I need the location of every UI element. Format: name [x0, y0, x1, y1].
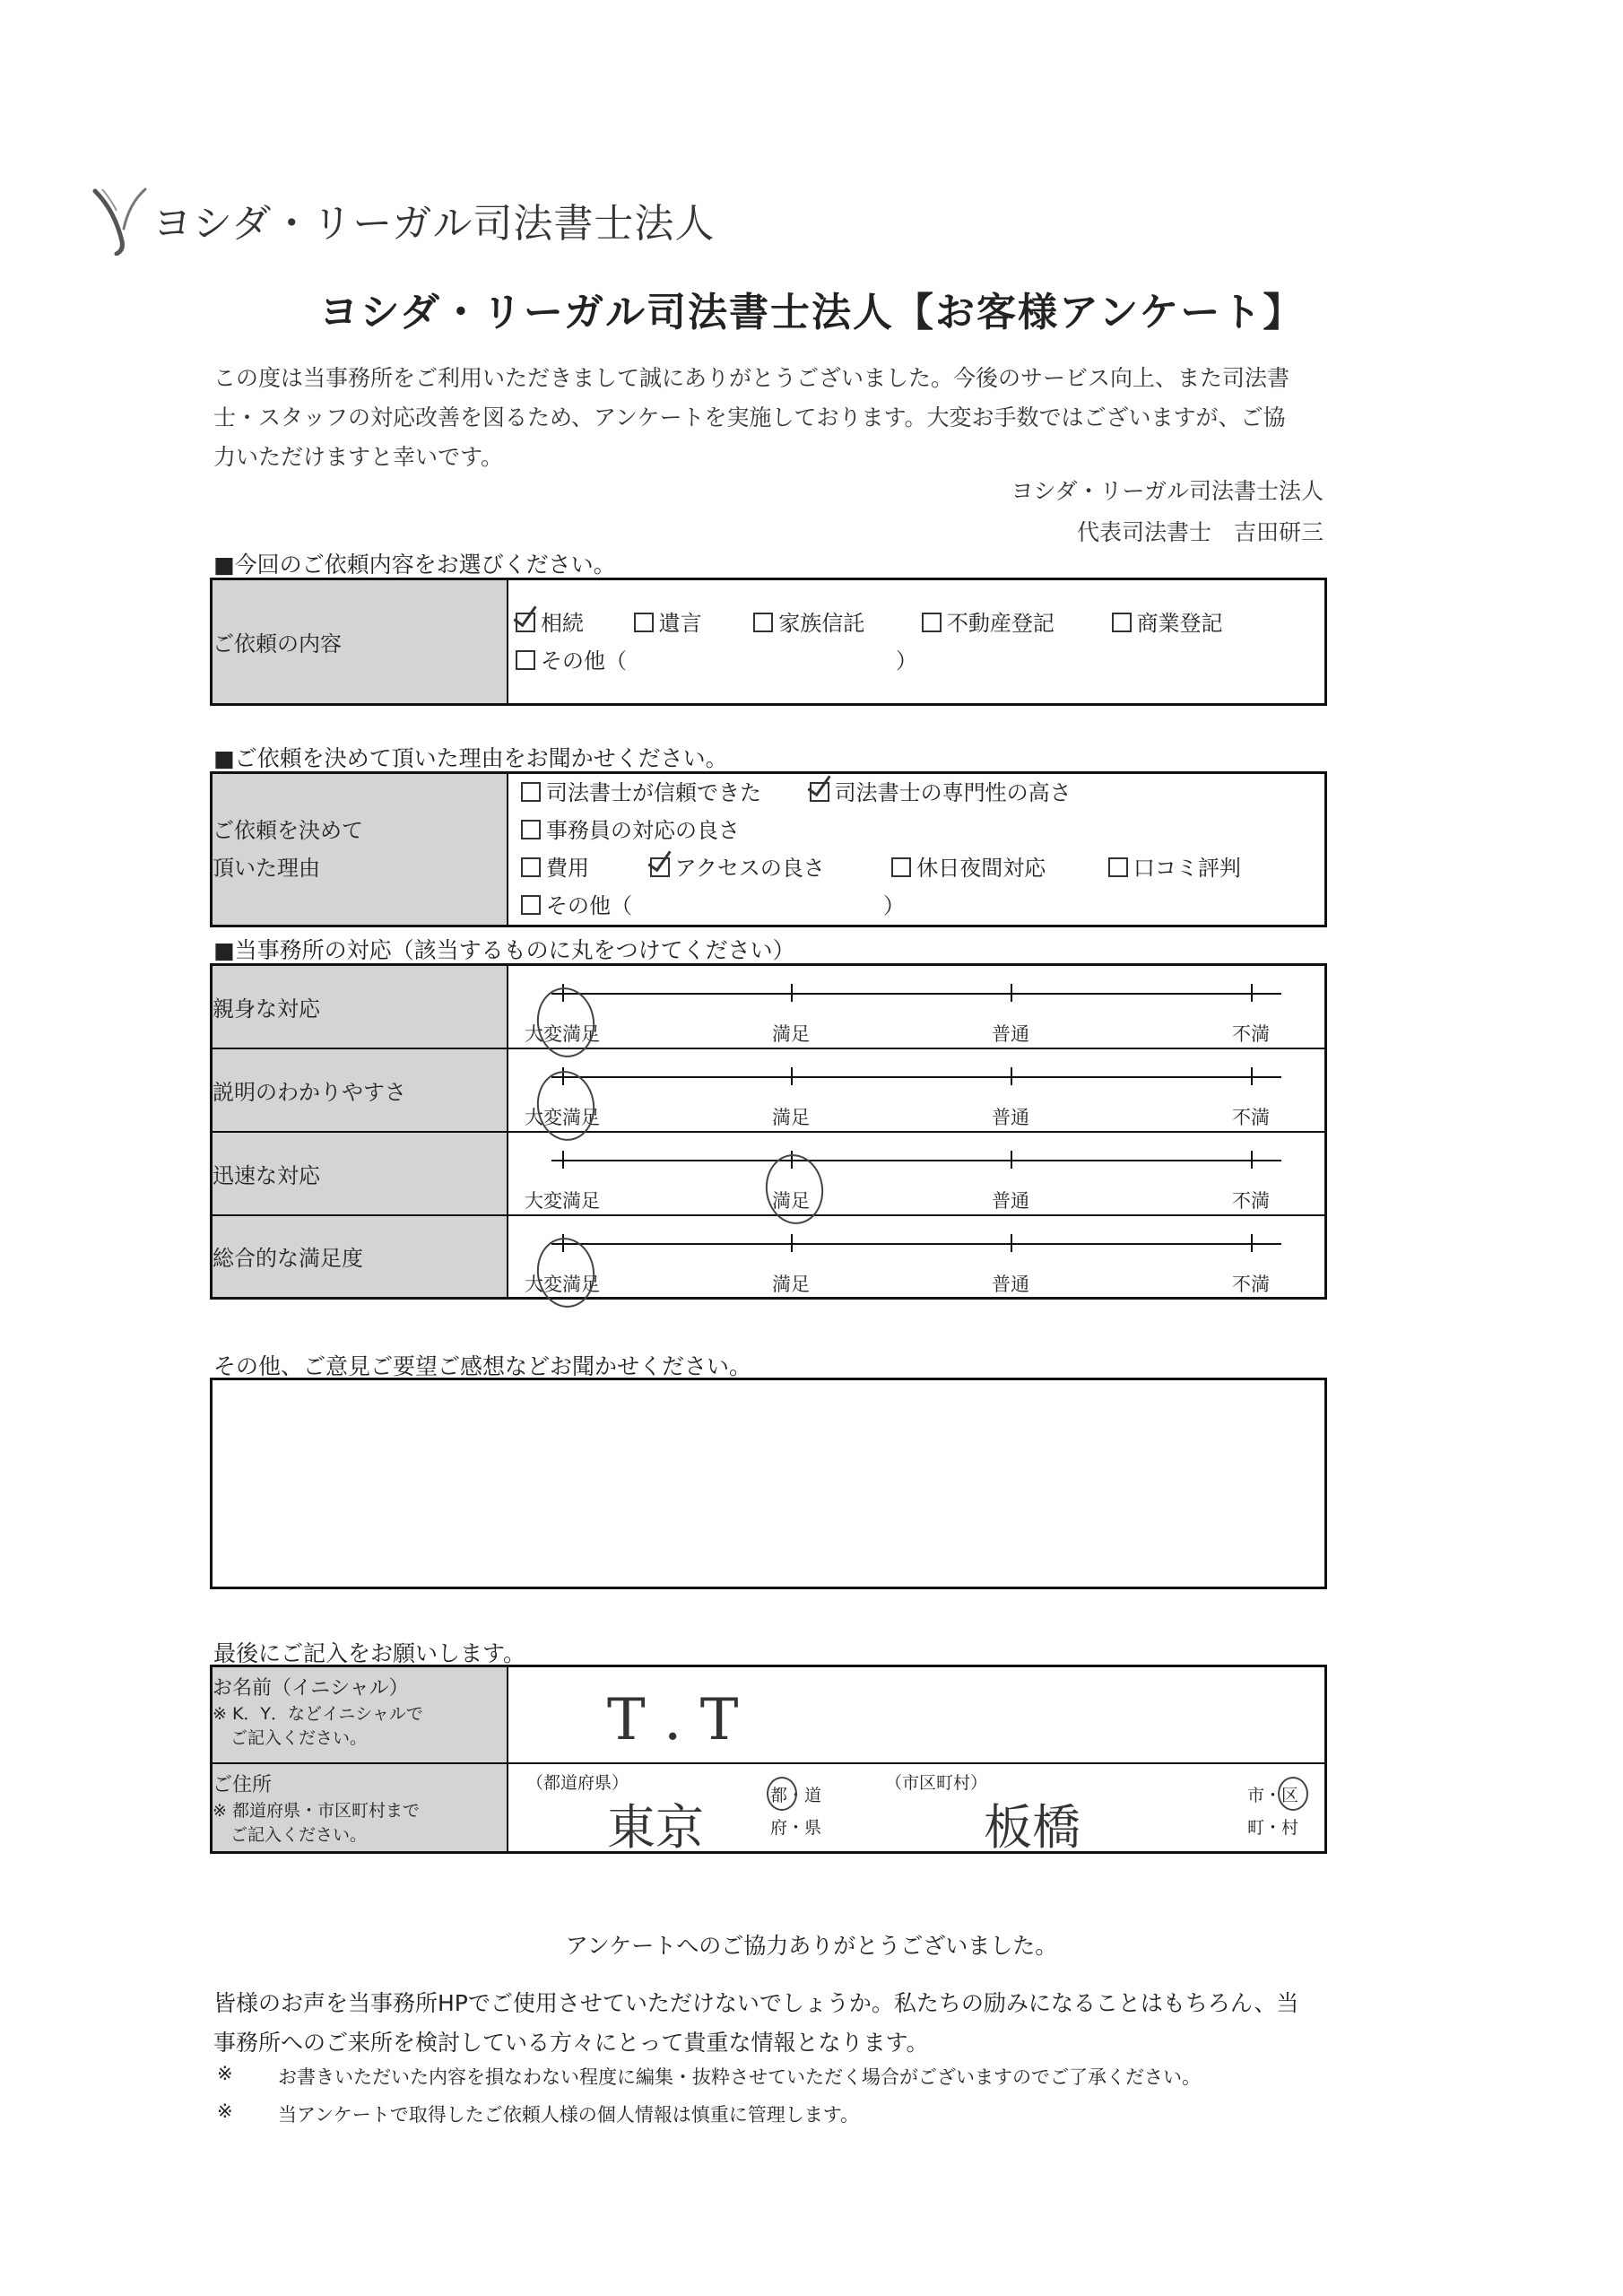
rating-label: 総合的な満足度: [212, 1215, 508, 1299]
checkbox-icon[interactable]: [521, 820, 541, 839]
scale-option-label[interactable]: 大変満足: [525, 1273, 600, 1295]
comment-box[interactable]: [210, 1378, 1327, 1589]
section5-heading: 最後にご記入をお願いします。: [213, 1640, 526, 1666]
city-value: 板橋: [984, 1798, 1081, 1856]
scale-option-label[interactable]: 大変満足: [525, 1107, 600, 1128]
note-mark: ※: [217, 2063, 233, 2084]
section1-heading: ■今回のご依頼内容をお選びください。: [213, 552, 616, 578]
checkbox-icon[interactable]: [1112, 613, 1132, 632]
scale-option-label[interactable]: 普通: [992, 1190, 1029, 1212]
rating-label: 迅速な対応: [212, 1132, 508, 1215]
city-suffix: 市・区: [1247, 1785, 1299, 1805]
scale-option-label[interactable]: 不満: [1232, 1107, 1270, 1128]
closing-line: 事務所へのご来所を検討している方々にとって貴重な情報となります。: [213, 2030, 929, 2056]
scale-line: [551, 1160, 1281, 1161]
name-label: お名前（イニシャル）: [213, 1677, 409, 1700]
option-yuigon[interactable]: [634, 604, 747, 642]
reason-table: [210, 771, 1327, 927]
option-label: 相続: [541, 610, 584, 636]
option-label: 司法書士の専門性の高さ: [834, 780, 1072, 805]
scale-option-label[interactable]: 普通: [992, 1023, 1029, 1046]
checkbox-icon[interactable]: [922, 613, 942, 632]
prefecture-header: （都道府県）: [526, 1772, 629, 1793]
scale-option-label[interactable]: 満足: [772, 1107, 810, 1128]
option-label: 司法書士が信頼できた: [546, 780, 761, 805]
other-label: その他（: [546, 893, 632, 918]
checkbox-checked-icon[interactable]: [650, 857, 670, 877]
name-value: T . T: [607, 1687, 739, 1753]
checkbox-checked-icon[interactable]: [516, 613, 535, 632]
scale-tick: [791, 1234, 793, 1252]
scale-tick: [1251, 1151, 1253, 1169]
other-close: ）: [896, 648, 917, 674]
address-label-cell: [212, 1763, 508, 1853]
option-label: アクセスの良さ: [674, 856, 825, 881]
rating-scale[interactable]: [508, 1049, 1324, 1130]
scale-option-label[interactable]: 普通: [992, 1107, 1029, 1128]
name-note: ※ K．Y．などイニシャルで: [213, 1704, 423, 1724]
address-note: ご記入ください。: [230, 1824, 368, 1845]
address-label: ご住所: [213, 1773, 273, 1796]
rating-scale[interactable]: [508, 1133, 1324, 1213]
scale-option-label[interactable]: 不満: [1232, 1023, 1270, 1046]
scale-tick: [1251, 1067, 1253, 1085]
reason-label: [212, 773, 508, 926]
note-mark: ※: [217, 2100, 233, 2122]
page-title: ヨシダ・リーガル司法書士法人【お客様アンケート】: [318, 290, 1305, 335]
checkbox-icon[interactable]: [891, 857, 911, 877]
other-close: ）: [883, 893, 905, 918]
rating-label: 説明のわかりやすさ: [212, 1048, 508, 1132]
rating-scale[interactable]: [508, 1216, 1324, 1297]
reason-expertise[interactable]: [810, 774, 1111, 812]
prefecture-suffix: 府・県: [770, 1817, 822, 1838]
reason-reviews[interactable]: [1108, 849, 1241, 887]
other-label: その他（: [541, 648, 627, 674]
reason-other-row[interactable]: [521, 887, 1324, 925]
option-shogyo-toki[interactable]: [1112, 604, 1223, 642]
scale-line: [551, 993, 1281, 995]
scale-option-label[interactable]: 大変満足: [525, 1190, 600, 1212]
scale-tick: [1011, 984, 1012, 1002]
option-souzoku[interactable]: [516, 604, 627, 642]
contact-table: [210, 1665, 1327, 1854]
option-label: 家族信託: [778, 610, 865, 636]
scale-tick: [1011, 1234, 1012, 1252]
scale-option-label[interactable]: 不満: [1232, 1190, 1270, 1212]
thanks-message: アンケートへのご協力ありがとうございました。: [565, 1933, 1058, 1959]
option-label: 休日夜間対応: [916, 856, 1046, 881]
scale-line: [551, 1243, 1281, 1245]
prefecture-suffix: 都・道: [770, 1785, 822, 1805]
scale-tick: [791, 984, 793, 1002]
city-suffix: 町・村: [1247, 1817, 1299, 1838]
signature-rep: 代表司法書士 吉田研三: [1076, 519, 1324, 545]
reason-row-2: [521, 849, 1324, 887]
checkbox-icon[interactable]: [521, 857, 541, 877]
prefecture-circle-mark: [767, 1777, 797, 1811]
section3-heading: ■当事務所の対応（該当するものに丸をつけてください）: [213, 937, 795, 963]
section2-heading: ■ご依頼を決めて頂いた理由をお聞かせください。: [213, 745, 728, 771]
reason-cost[interactable]: [521, 849, 643, 887]
reason-trust[interactable]: [521, 774, 803, 812]
signature-org: ヨシダ・リーガル司法書士法人: [1011, 478, 1324, 504]
address-field[interactable]: [508, 1763, 1326, 1856]
logo-text: ヨシダ・リーガル司法書士法人: [152, 201, 716, 247]
reason-row-1: [521, 774, 1324, 849]
option-label: 不動産登記: [946, 610, 1055, 636]
closing-text: [213, 1984, 1334, 2063]
reason-label-line: ご依頼を決めて: [213, 818, 363, 843]
city-circle-mark: [1278, 1777, 1308, 1811]
option-label: 費用: [546, 856, 589, 881]
checkbox-icon[interactable]: [634, 613, 654, 632]
scale-option-label[interactable]: 満足: [772, 1023, 810, 1046]
name-field[interactable]: [508, 1666, 1326, 1763]
scale-tick: [1251, 984, 1253, 1002]
scale-option-label[interactable]: 不満: [1232, 1273, 1270, 1295]
name-note: ご記入ください。: [230, 1728, 368, 1748]
request-other-row[interactable]: [516, 642, 1324, 680]
checkbox-icon[interactable]: [521, 895, 541, 915]
reason-holiday[interactable]: [891, 849, 1101, 887]
option-label: 商業登記: [1136, 610, 1223, 636]
reason-staff[interactable]: [521, 812, 740, 849]
rating-table: [210, 963, 1327, 1300]
checkbox-checked-icon[interactable]: [810, 782, 829, 802]
scale-option-label[interactable]: 満足: [772, 1190, 810, 1212]
scale-option-label[interactable]: 普通: [992, 1273, 1029, 1295]
scale-tick: [1251, 1234, 1253, 1252]
rating-label: 親身な対応: [212, 965, 508, 1048]
prefecture-value: 東京: [607, 1798, 704, 1856]
option-label: 事務員の対応の良さ: [546, 818, 740, 843]
scale-option-label[interactable]: 大変満足: [525, 1023, 600, 1046]
scale-tick: [1011, 1067, 1012, 1085]
selected-circle-mark: [533, 1234, 599, 1311]
note-text: お書きいただいた内容を損なわない程度に編集・抜粋させていただく場合がございますのでご了承ください。: [278, 2066, 1201, 2088]
scale-tick: [1011, 1151, 1012, 1169]
intro-text: [213, 359, 1334, 477]
option-label: 遺言: [658, 610, 702, 636]
checkbox-icon[interactable]: [516, 650, 535, 670]
intro-line: 士・スタッフの対応改善を図るため、アンケートを実施しております。大変お手数ではございますが、ご協: [213, 404, 1286, 430]
option-fudosan-toki[interactable]: [922, 604, 1105, 642]
company-logo: [90, 184, 715, 256]
option-kazoku-shintaku[interactable]: [753, 604, 915, 642]
checkbox-icon[interactable]: [1108, 857, 1128, 877]
note-text: 当アンケートで取得したご依頼人様の個人情報は慎重に管理します。: [278, 2104, 860, 2126]
logo-mark-icon: [90, 184, 152, 256]
rating-scale[interactable]: [508, 966, 1324, 1047]
name-label-cell: [212, 1666, 508, 1763]
request-content-options: [516, 604, 1324, 642]
section4-heading: その他、ご意見ご要望ご感想などお聞かせください。: [213, 1353, 752, 1379]
address-note: ※ 都道府県・市区町村まで: [213, 1800, 420, 1821]
reason-label-line: 頂いた理由: [213, 856, 320, 881]
intro-line: この度は当事務所をご利用いただきまして誠にありがとうございました。今後のサービス向上、また司法書: [213, 365, 1290, 391]
scale-tick: [791, 1067, 793, 1085]
scale-option-label[interactable]: 満足: [772, 1273, 810, 1295]
option-label: 口コミ評判: [1133, 856, 1241, 881]
checkbox-icon[interactable]: [521, 782, 541, 802]
checkbox-icon[interactable]: [753, 613, 773, 632]
request-content-label: ご依頼の内容: [212, 579, 508, 705]
scale-tick: [562, 1151, 564, 1169]
intro-line: 力いただけますと幸いです。: [213, 444, 504, 470]
scale-line: [551, 1076, 1281, 1078]
city-header: （市区町村）: [885, 1772, 988, 1793]
request-content-table: [210, 578, 1327, 706]
reason-access[interactable]: [650, 849, 885, 887]
closing-line: 皆様のお声を当事務所HPでご使用させていただけないでしょうか。私たちの励みになることはもちろん、当: [213, 1990, 1299, 2016]
